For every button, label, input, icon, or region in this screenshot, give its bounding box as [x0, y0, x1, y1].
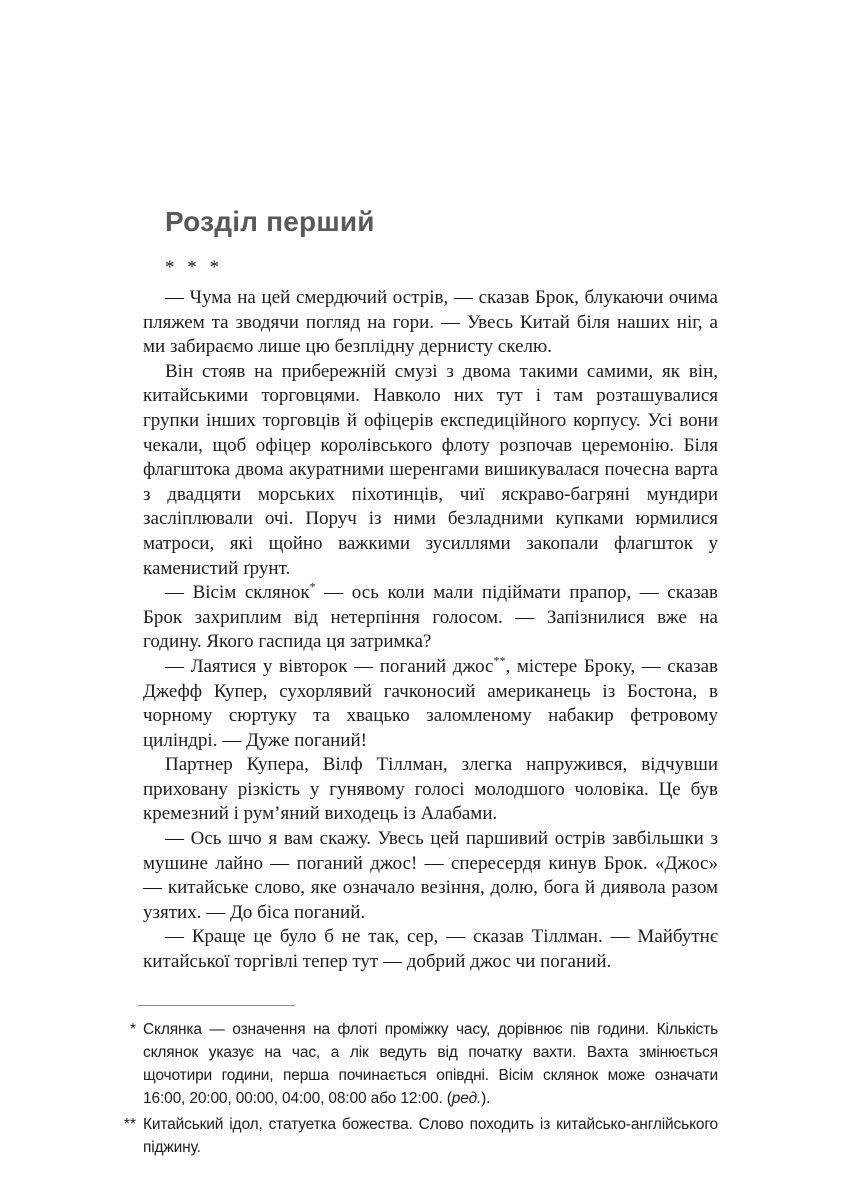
footnote-divider — [138, 1005, 295, 1006]
paragraph — [143, 286, 718, 360]
text-segment: ). — [481, 1089, 491, 1107]
paragraph — [143, 827, 718, 925]
footnote — [129, 1018, 718, 1110]
editor-note: ред. — [451, 1089, 482, 1107]
text-segment: — Вісім склянок — [165, 582, 310, 604]
text-segment: — Краще це було б не так, сер, — сказав Тіллман. — Майбутнє китайської торгівлі тепер тут — добрий джос чи поганий. — [143, 926, 718, 973]
footnote-ref: ** — [493, 653, 506, 668]
paragraph — [143, 655, 718, 753]
footnote-marker: ** — [123, 1115, 136, 1133]
text-segment: — Ось шчо я вам скажу. Увесь цей паршивий острів завбільшки з мушине лайно — поганий джос! — спересердя кинув Брок. «Джос» — китайське слово, яке означало везіння, долю, бога й диявола разом узятих. — До біса поганий. — [143, 828, 718, 923]
footnote-ref: * — [309, 579, 316, 594]
text-segment: — Чума на цей смердючий острів, — сказав Брок, блукаючи очима пляжем та зводячи погляд на гори. — Увесь Китай біля наших ніг, а ми забираємо лише цю безплідну дернисту скелю. — [143, 287, 718, 358]
footnotes — [123, 1018, 718, 1159]
text-segment: Партнер Купера, Вілф Тіллман, злегка напружився, відчувши приховану різкість у гунявому голосі молодшого чоловіка. Це був кремезний і рум’яний виходець із Алабами. — [143, 754, 718, 825]
text-segment: Склянка — означення на флоті проміжку часу, дорівнює пів години. Кількість склянок указує на час, а лік ведуть від початку вахти. Вахта змінюється щочотири години, перша починається опівдні. Вісім склянок може означати 16:00, 20:00, 00:00, 04:00, 08:00 або 12:00. ( — [143, 1020, 718, 1107]
paragraph — [143, 360, 718, 581]
footnote — [123, 1113, 718, 1159]
text-segment: Китайський ідол, статуетка божества. Слово походить із китайсько-англійського піджину. — [143, 1115, 718, 1156]
paragraph — [143, 753, 718, 827]
page-content — [123, 0, 718, 1159]
chapter-heading: Розділ перший — [165, 206, 375, 237]
text-segment: Він стояв на прибережній смузі з двома такими самими, як він, китайськими торговцями. Навколо них тут і там розташувалися групки інших торговців й офіцерів експедиційного корпусу. Усі вони чекали, щоб офіцер королівського флоту розпочав церемонію. Біля флагштока двома акуратними шеренгами вишикувалася почесна варта з двадцяти морських піхотинців, чиї яскраво-багряні мундири засліплювали очі. Поруч із ними безладними купками юрмилися матроси, які щойно важкими зусиллями закопали флагшток у каменистий ґрунт. — [143, 360, 718, 579]
paragraph — [143, 581, 718, 655]
text-segment: — ось коли мали підіймати прапор, — сказав Брок захриплим від нетерпіння голосом. — Запізнилися вже на годину. Якого гаспида ця затримка? — [143, 582, 718, 653]
paragraph — [143, 925, 718, 974]
text-segment: — Лаятися у вівторок — поганий джос — [165, 655, 494, 677]
text-segment: , містере Броку, — сказав Джефф Купер, сухорлявий гачконосий американець із Бостона, в чорному сюртуку та хвацько заломленому набакир фетровому циліндрі. — Дуже поганий! — [143, 655, 718, 751]
footnote-marker: * — [129, 1020, 136, 1038]
body-text — [143, 286, 718, 975]
section-separator: * * * — [165, 257, 223, 278]
